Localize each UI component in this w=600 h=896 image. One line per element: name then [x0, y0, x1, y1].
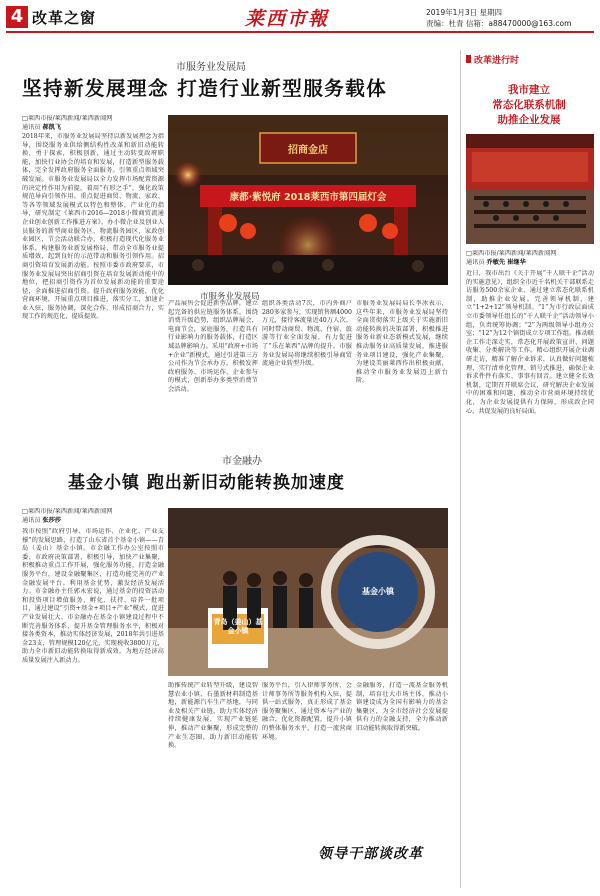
newspaper-logo: 莱西市報 [245, 8, 330, 30]
section-title: 改革之窗 [32, 9, 97, 27]
sidebar-photo [466, 134, 594, 244]
issue-date: 2019年1月3日 星期四 [426, 8, 503, 17]
sidebar-reporter-prefix: 通讯员 [466, 258, 485, 266]
article1-column-4: 市服务业发展局局长李冰表示，这些年来，市服务业发展局坚持全面贯彻落实上级关于实施新旧动能转换的决策部署，积极推进服务业新业态新模式发展，继续推动服务业高质量发展，推进服务业项目建设，强化产业集聚，为建设美丽莱西作出积极贡献，推动全市服务业发展迈上新台阶。 [356, 300, 448, 385]
photo-ring-sign: 基金小镇 [362, 587, 394, 596]
sidebar-divider [460, 50, 461, 888]
editor-info: 责编：杜青 信箱：a88470000@163.com [426, 19, 572, 28]
article1-column-1: 2018年来，市服务业发展局坚持以新发展理念为指导，围绕服务业供给侧结构性改革和新旧动能转换，勇于探索，积极创新，通过主动转变政府职能，加快行业协会的培育和发展，打造新型服务载体，完全发挥政府服务全面服务。引领重点领域突破发展。市服务业发展局以全力发挥市场配置资源的决定性作用为前提，着用“有形之手”，强化政策规范导向引领作用。重点促进商贸、物流、家政、等各等领域发展模式以特色和整体，产业化的指导，研究制定《莱西市2016—2018小微商贸流通企业创业创新工作推进方案》，办小微企业及创业人员服务的新型商业服务区，物流服务园区，家政创业园区，节会活动联合办，积极打造现代化服务业体系，构建服务业新发展格局，带动全市服务业提质增效，起到良好的示范带动和服务引领作用。招商引资培育发展新动能。按照市委市政府要求，市服务业发展局突出招商引资在培育发展新动能中的地位，把招商引资作为首位发展新动能的重要途径，全面推进招商引资。提升政府服务效能，优化营商环境，开展重点项目推进，落实分工，加速企业入驻，服务协调，深化合作，形成招商合力，实现工作的规范化、提质提效。 [22, 133, 164, 321]
sidebar-section-label: 改革进行时 [474, 56, 520, 66]
article2-byline [22, 508, 162, 525]
sidebar-headline-line1: 我市建立 [508, 84, 550, 96]
photo-gate-sign: 招商金店 [288, 145, 328, 156]
sidebar-reporter-line [466, 259, 594, 268]
article2-category: 市金融办 [222, 456, 262, 467]
article2-column-1: 我市按照“政府引导、市场运作、企业化、产业支撑”的发展思路，打造了山东省首个基金小镇——青岛（姜山）基金小镇。市金融工作办公室按照市委、市政府决策部署，积极引导，加快产业集聚，积极推动重点工作开展，强化服务功能，打造金融服务平台，建设金融聚集区，打造功能完善的产业金融发展平台。利用基金优势，激发经济发展活力。市金融办主任郭永宏说，通过基金的投资活动和投资项目增值服务，孵化、扶持、培养一批项目，通过建设“引资+基金+项目+产业”模式，促进产业发展壮大。市金融办在基金小镇建设过程中不断完善服务体系，提升基金管理服务水平，积极对接各类资本，推动实体经济发展，2018年共引进基金23支，管理规模120亿元，实现税收3800万元，助力全市新旧动能转换取得新成效，为地方经济高质量发展注入新动力。 [22, 528, 164, 664]
article1-column-2: 产品展售会促进新型品牌，建立起完备的供应链服务体系。围绕消费升级趋势，组织品牌展会，电商节会，家庭服务，打造具有行业影响力的服务载体，打造区域品牌影响力。采用“政府+市场+企业”新模式，通过引进第三方公司作为节会承办方，积极发挥政府服务、市场运作、企业参与的模式，创新举办多类型消费节会活动。 [168, 300, 258, 393]
article2-photo [168, 508, 448, 676]
article1-byline [22, 115, 162, 132]
article2-reporter-line [22, 517, 162, 526]
leadership-slogan: 领导干部谈改革 [318, 846, 423, 862]
sidebar-body: 近日，我市出台《关于开展“千人联千企”活动的实施意见》，组织全市近千名机关干部联系走访服务500余家企业，通过建立常态化联系机制，助推企业发展。完善领导机制，建立“1+2+12”领导机制。“1”为市行政层面成立市委领导任组长的“千人联千企”活动领导小组，负责统筹协调；“2”为两级领导小组办公室；“12”为12个镇街成立专项工作组。推动联企工作走深走实，常态化开展政策宣讲、问题收集、分类解决等工作。精心组织开展企业调研走访，精准了解企业诉求，认真做好问题梳理，实行清单化管理、销号式推进，确保企业诉求件件有落实、事事有回音。建立健全长效机制，定期召开联席会议，研究解决企业发展中的困难和问题，推动全市营商环境持续优化，为企业发展提供有力保障，形成政企同心、共促发展的良好局面。 [466, 270, 594, 415]
sidebar-byline [466, 250, 594, 267]
meeting-hall-illustration [466, 134, 594, 244]
photo-banner-text: 康都·紫悦府 2018莱西市第四届灯会 [229, 192, 387, 203]
article2-column-3: 服务平台，引入律师事务所、会计师事务所等服务机构入驻，提供一站式服务，真正形成了基金服务聚集区，通过资本与产业的融合，优化资源配置，提升小镇的整体服务水平，打造一流营商环境。 [262, 682, 352, 741]
photo-fund-sign: 青岛（姜山）基金小镇 [213, 618, 263, 635]
page-header [0, 0, 600, 34]
article2-column-2: 助推传统产业转型升级，建设智慧农业小镇，石墨新材料制造基地，新能源汽车生产基地，与同业及相关产业链，助力实体经济持续健康发展，实现产业链延伸，推动产业集聚，形成完整的产业生态圈，助力新旧动能转换。 [168, 682, 258, 750]
article1-reporter-line [22, 124, 162, 133]
article2-reporter-prefix: 通讯员 [22, 516, 41, 524]
sidebar-source: □莱西市报/莱西新闻/莱西新闻网 [466, 250, 557, 257]
sidebar-headline-line2: 常态化联系机制 [492, 99, 566, 111]
article2-column-4: 金融服务，打造一流基金服务机制，培育壮大市场主体，推动小镇建设成为全国有影响力的基金集聚区，为全市经济社会发展提供有力的金融支持，全力推动新旧动能转换取得新突破。 [356, 682, 448, 732]
article1-reporter-prefix: 通讯员 [22, 123, 41, 131]
article1-category: 市服务业发展局 [176, 62, 246, 73]
sidebar-reporters: 乔敏先 崔继华 [486, 258, 526, 266]
article2-headline: 基金小镇 跑出新旧动能转换加速度 [68, 473, 345, 493]
sidebar-headline-line3: 助推企业发展 [497, 114, 561, 126]
article1-source: □莱西市报/莱西新闻/莱西新闻网 [22, 115, 113, 122]
page-number: 4 [6, 6, 28, 28]
article1-photo-caption: 市服务业发展局 [200, 292, 260, 302]
article2-reporter: 张莎莎 [42, 516, 62, 524]
sidebar-label-marker [466, 55, 471, 63]
article1-reporter: 郝凯飞 [42, 123, 62, 131]
article1-column-3: 组织各类活动7次，市内外商户280多家参与，实现销售额4000万元，接待客流量近40万人次。同时带动商贸、物流、住宿、旅游等行业全面发展，有力促进了“乐在莱西”品牌的提升。市服务业发展局将继续积极引导商贸流通企业转型升级。 [262, 300, 352, 368]
article2-source: □莱西市报/莱西新闻/莱西新闻网 [22, 508, 113, 515]
article1-photo [168, 115, 448, 285]
header-divider [6, 31, 594, 33]
article1-headline: 坚持新发展理念 打造行业新型服务载体 [22, 77, 388, 100]
